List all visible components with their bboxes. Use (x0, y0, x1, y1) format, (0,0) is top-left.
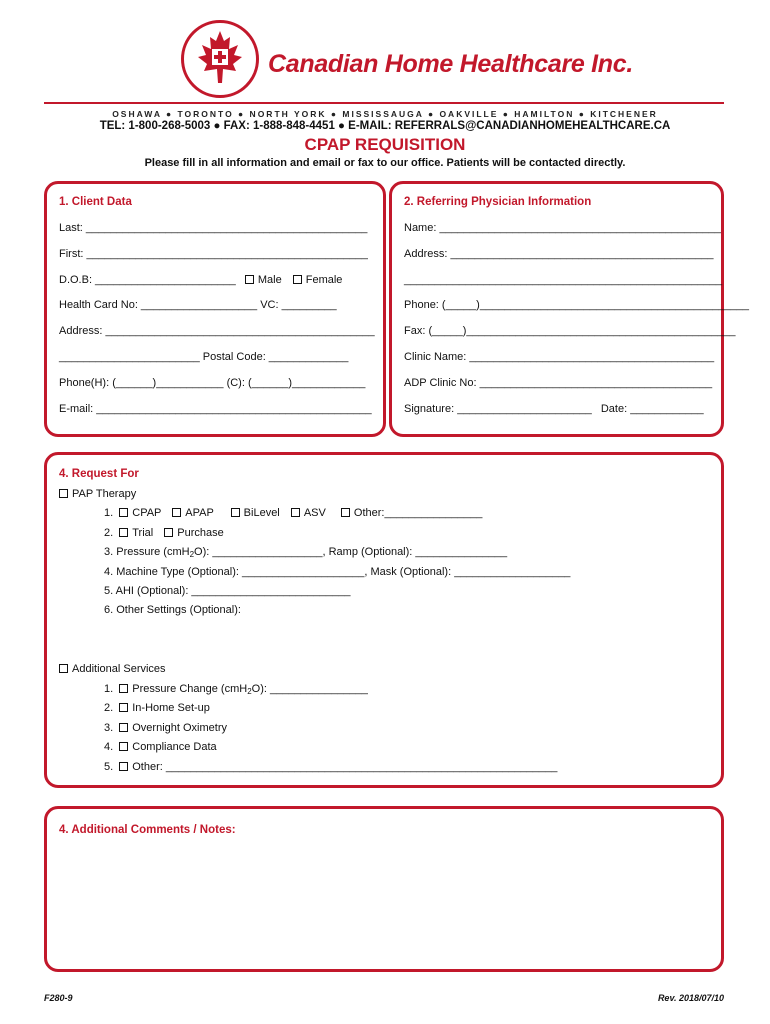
pressure-field[interactable] (104, 546, 507, 559)
additional-services-row (59, 663, 166, 675)
item-number: 3. (104, 722, 114, 734)
service-other-row (104, 761, 557, 773)
pressure-change-checkbox[interactable] (119, 684, 128, 693)
maple-leaf-cross-icon (181, 20, 259, 98)
other-settings-field[interactable]: 6. Other Settings (Optional): (104, 604, 241, 616)
item-number: 1. (104, 507, 114, 519)
pressure-label: 3. Pressure (cmH (104, 546, 190, 558)
revision-date: Rev. 2018/07/10 (657, 993, 724, 1003)
compliance-checkbox[interactable] (119, 742, 128, 751)
header-logo (0, 20, 770, 100)
bilevel-checkbox[interactable] (231, 508, 240, 517)
client-first-field[interactable]: First: ______________________________________________ (59, 248, 368, 260)
service-pressure-change-row (104, 683, 368, 696)
item-number: 4. (104, 741, 114, 753)
home-setup-checkbox[interactable] (119, 703, 128, 712)
client-address-field[interactable]: Address: ____________________________________________ (59, 325, 375, 337)
ahi-field[interactable]: 5. AHI (Optional): __________________________ (104, 585, 351, 597)
apap-label: APAP (185, 507, 214, 519)
company-name: Canadian Home Healthcare Inc. (268, 50, 634, 78)
header-divider (44, 102, 724, 104)
physician-address-field[interactable]: Address: ___________________________________________ (404, 248, 714, 260)
additional-services-label: Additional Services (72, 663, 166, 675)
pressure-change-label: Pressure Change (cmH (132, 683, 248, 695)
physician-title: 2. Referring Physician Information (404, 196, 592, 208)
comments-title: 4. Additional Comments / Notes: (59, 824, 236, 836)
purchase-type-row (104, 527, 224, 539)
compliance-label: Compliance Data (132, 741, 217, 753)
service-compliance-row (104, 741, 217, 753)
client-postal-field[interactable]: _______________________ Postal Code: _____________ (59, 351, 349, 363)
machine-type-field[interactable]: 4. Machine Type (Optional): ____________________, Mask (Optional): ___________________ (104, 566, 571, 578)
client-health-card-field[interactable]: Health Card No: ___________________ VC: _________ (59, 299, 337, 311)
client-dob-row (59, 274, 342, 286)
pressure-change-field[interactable]: O): ________________ (251, 683, 368, 695)
subscript-2: 2 (189, 550, 195, 559)
female-label: Female (305, 274, 343, 286)
form-instruction: Please fill in all information and email or fax to our office. Patients will be contacted directly. (144, 157, 626, 169)
client-last-field[interactable]: Last: ______________________________________________ (59, 222, 368, 234)
additional-services-checkbox[interactable] (59, 664, 68, 673)
asv-label: ASV (303, 507, 326, 519)
oximetry-label: Overnight Oximetry (132, 722, 227, 734)
asv-checkbox[interactable] (291, 508, 300, 517)
male-checkbox[interactable] (245, 275, 254, 284)
service-oximetry-row (104, 722, 227, 734)
physician-signature-row (404, 403, 704, 415)
pap-therapy-label: PAP Therapy (72, 488, 137, 500)
item-number: 1. (104, 683, 114, 695)
trial-checkbox[interactable] (119, 528, 128, 537)
pap-type-row (104, 507, 482, 519)
physician-date-field[interactable]: Date: ____________ (600, 403, 704, 415)
physician-adp-clinic-field[interactable]: ADP Clinic No: ______________________________________ (404, 377, 713, 389)
request-title: 4. Request For (59, 468, 139, 480)
physician-clinic-name-field[interactable]: Clinic Name: ________________________________________ (404, 351, 715, 363)
physician-fax-field[interactable]: Fax: (_____)____________________________________________ (404, 325, 736, 337)
form-code: F280-9 (44, 993, 73, 1003)
other-service-checkbox[interactable] (119, 762, 128, 771)
item-number: 5. (104, 761, 114, 773)
form-title: CPAP REQUISITION (304, 135, 466, 154)
request-section (44, 452, 724, 788)
cpap-label: CPAP (132, 507, 162, 519)
client-dob-field[interactable]: D.O.B: _______________________ (59, 274, 236, 286)
purchase-checkbox[interactable] (164, 528, 173, 537)
pressure-ramp-blanks: O): __________________, Ramp (Optional): _______________ (194, 546, 508, 558)
other-service-field[interactable]: Other: ________________________________________________________________ (132, 761, 558, 773)
home-setup-label: In-Home Set-up (132, 702, 210, 714)
item-number: 2. (104, 702, 114, 714)
apap-checkbox[interactable] (172, 508, 181, 517)
purchase-label: Purchase (177, 527, 224, 539)
pap-therapy-row (59, 488, 136, 500)
male-label: Male (257, 274, 282, 286)
cpap-checkbox[interactable] (119, 508, 128, 517)
contact-info: TEL: 1-800-268-5003 ● FAX: 1-888-848-4451 ● E-MAIL: REFERRALS@CANADIANHOMEHEALTHCARE.CA (99, 120, 671, 132)
subscript-2: 2 (247, 687, 252, 696)
physician-signature-field[interactable]: Signature: ______________________ (404, 403, 592, 415)
trial-label: Trial (132, 527, 154, 539)
office-locations: OSHAWA ● TORONTO ● NORTH YORK ● MISSISSAUGA ● OAKVILLE ● HAMILTON ● KITCHENER (112, 109, 658, 119)
client-email-field[interactable]: E-mail: _____________________________________________ (59, 403, 372, 415)
physician-name-field[interactable]: Name: ______________________________________________ (404, 222, 721, 234)
service-home-setup-row (104, 702, 210, 714)
pap-therapy-checkbox[interactable] (59, 489, 68, 498)
oximetry-checkbox[interactable] (119, 723, 128, 732)
physician-phone-field[interactable]: Phone: (_____)____________________________________________ (404, 299, 750, 311)
item-number: 2. (104, 527, 114, 539)
client-phone-field[interactable]: Phone(H): (______)___________ (C): (______)____________ (59, 377, 366, 389)
bilevel-label: BiLevel (243, 507, 280, 519)
other-pap-checkbox[interactable] (341, 508, 350, 517)
female-checkbox[interactable] (293, 275, 302, 284)
client-data-title: 1. Client Data (59, 196, 132, 208)
physician-address2-field[interactable]: ____________________________________________________ (404, 274, 723, 286)
other-pap-field[interactable]: Other:________________ (353, 507, 483, 519)
